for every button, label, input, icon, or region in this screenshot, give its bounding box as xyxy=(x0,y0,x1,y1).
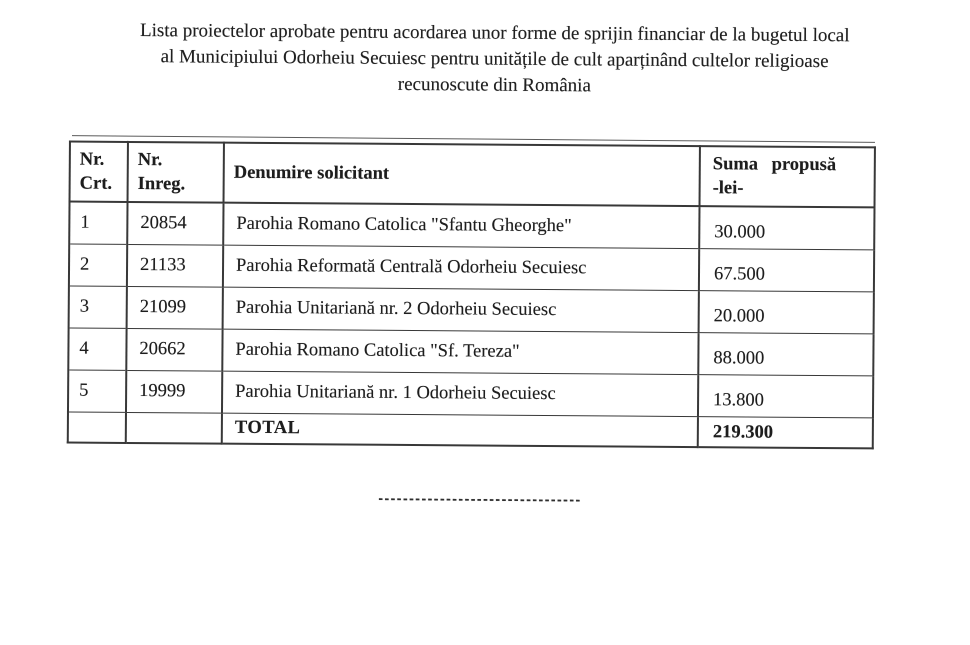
cell-suma: 20.000 xyxy=(699,290,874,333)
dashed-separator: --------------------------------- xyxy=(378,489,582,508)
cell-nr-inreg: 19999 xyxy=(126,370,222,413)
table-row xyxy=(69,202,874,250)
cell-nr-inreg: 20854 xyxy=(127,202,223,245)
cell-nr-inreg: 21099 xyxy=(127,286,223,329)
cell-empty xyxy=(68,412,126,443)
cell-nr-crt: 5 xyxy=(68,370,126,412)
projects-table-container xyxy=(67,141,874,450)
cell-suma: 67.500 xyxy=(699,248,874,291)
cell-denumire: Parohia Unitariană nr. 2 Odorheiu Secuiesc xyxy=(223,287,699,332)
cell-nr-inreg: 21133 xyxy=(127,244,223,287)
header-denumire: Denumire solicitant xyxy=(224,143,700,206)
projects-table xyxy=(67,141,876,450)
cell-nr-crt: 2 xyxy=(69,244,127,286)
title-line-3: recunoscute din România xyxy=(397,73,592,97)
table-header-row xyxy=(70,142,875,208)
table-total-row xyxy=(68,412,873,449)
cell-empty xyxy=(126,412,222,444)
table-row xyxy=(69,286,874,334)
document-title xyxy=(44,17,945,102)
cell-total-label: TOTAL xyxy=(222,413,698,447)
table-row xyxy=(68,328,873,376)
header-nr-inreg: Nr. Inreg. xyxy=(128,142,224,203)
header-nr-crt: Nr. Crt. xyxy=(70,142,128,202)
table-row xyxy=(68,370,873,418)
cell-nr-inreg: 20662 xyxy=(126,328,222,371)
cell-nr-crt: 1 xyxy=(69,202,127,244)
cell-total-suma: 219.300 xyxy=(698,416,873,448)
cell-nr-crt: 3 xyxy=(69,286,127,328)
title-line-1: Lista proiectelor aprobate pentru acordarea unor forme de sprijin financiar de la bugetul local xyxy=(139,20,850,47)
cell-suma: 88.000 xyxy=(698,332,873,375)
title-line-2: al Municipiului Odorheiu Secuiesc pentru unitățile de cult aparținând cultelor religioase xyxy=(160,46,829,73)
cell-denumire: Parohia Unitariană nr. 1 Odorheiu Secuiesc xyxy=(222,371,698,416)
cell-nr-crt: 4 xyxy=(68,328,126,370)
cell-denumire: Parohia Romano Catolica "Sfantu Gheorghe" xyxy=(223,203,699,248)
table-row xyxy=(69,244,874,292)
header-suma: Suma propusă -lei- xyxy=(700,146,875,207)
cell-suma: 30.000 xyxy=(699,206,874,249)
cell-denumire: Parohia Romano Catolica "Sf. Tereza" xyxy=(222,329,698,374)
cell-denumire: Parohia Reformată Centrală Odorheiu Secuiesc xyxy=(223,245,699,290)
cell-suma: 13.800 xyxy=(698,374,873,417)
